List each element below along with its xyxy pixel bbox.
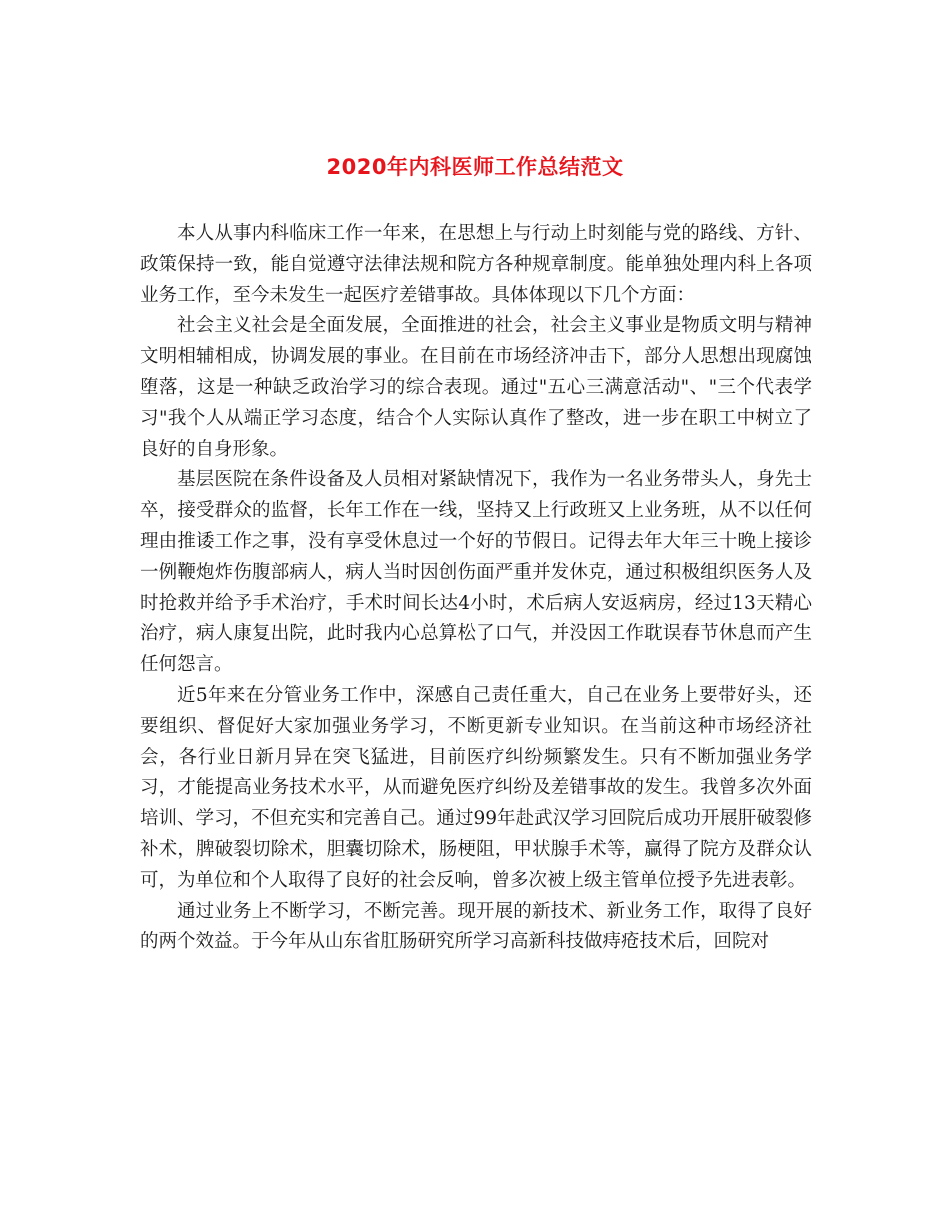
paragraph: 近5年来在分管业务工作中，深感自己责任重大，自己在业务上要带好头，还要组织、督促好大家加强业务学习，不断更新专业知识。在当前这种市场经济社会，各行业日新月异在突飞猛进，目前医疗纠纷频繁发生。只有不断加强业务学习，才能提高业务技术水平，从而避免医疗纠纷及差错事故的发生。我曾多次外面培训、学习，不但充实和完善自己。通过99年赴武汉学习回院后成功开展肝破裂修补术，脾破裂切除术，胆囊切除术，肠梗阻，甲状腺手术等，赢得了院方及群众认可，为单位和个人取得了良好的社会反响，曾多次被上级主管单位授予先进表彰。 [140,684,812,891]
paragraph: 社会主义社会是全面发展，全面推进的社会，社会主义事业是物质文明与精神文明相辅相成，协调发展的事业。在目前在市场经济冲击下，部分人思想出现腐蚀堕落，这是一种缺乏政治学习的综合表现。通过"五心三满意活动"、"三个代表学习"我个人从端正学习态度，结合个人实际认真作了整改，进一步在职工中树立了良好的自身形象。 [140,315,812,460]
document-title: 2020年内科医师工作总结范文 [326,155,624,180]
paragraph: 通过业务上不断学习，不断完善。现开展的新技术、新业务工作，取得了良好的两个效益。于今年从山东省肛肠研究所学习高新科技做痔疮技术后，回院对 [140,900,812,953]
paragraph: 基层医院在条件设备及人员相对紧缺情况下，我作为一名业务带头人，身先士卒，接受群众的监督，长年工作在一线，坚持又上行政班又上业务班，从不以任何理由推诿工作之事，没有享受休息过一个好的节假日。记得去年大年三十晚上接诊一例鞭炮炸伤腹部病人，病人当时因创伤面严重并发休克，通过积极组织医务人及时抢救并给予手术治疗，手术时间长达4小时，术后病人安返病房，经过13天精心治疗，病人康复出院，此时我内心总算松了口气，并没因工作耽误春节休息而产生任何怨言。 [140,469,812,676]
document-body [140,219,812,958]
paragraph: 本人从事内科临床工作一年来，在思想上与行动上时刻能与党的路线、方针、政策保持一致，能自觉遵守法律法规和院方各种规章制度。能单独处理内科上各项业务工作，至今未发生一起医疗差错事故。具体体现以下几个方面： [140,223,812,306]
